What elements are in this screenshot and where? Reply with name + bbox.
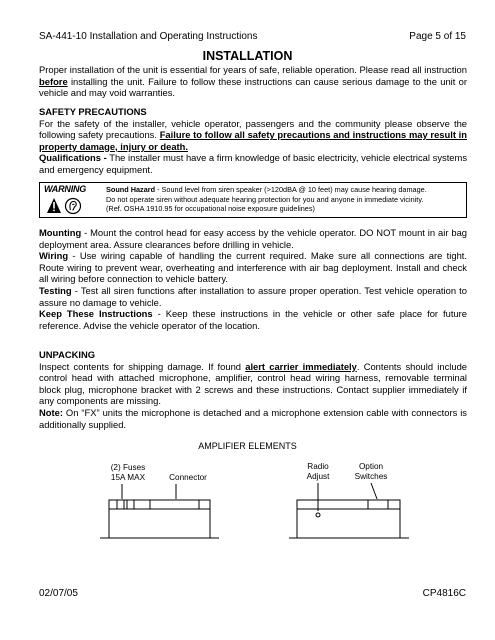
amplifier-left-view xyxy=(100,484,219,538)
radio-adjust-line-2: Adjust xyxy=(306,471,330,481)
intro-text-2: installing the unit. Failure to follow these instructions can cause serious damage to the unit or vehicle and may void warranties. xyxy=(39,75,467,99)
installation-steps xyxy=(39,227,467,331)
warning-text xyxy=(106,185,466,214)
safety-text: For the safety of the installer, vehicle operator, passengers and the community please observe the following safety precautions. xyxy=(39,117,467,141)
intro-text-1: Proper installation of the unit is essential for years of safe, reliable operation. Please read all instruction xyxy=(39,64,467,75)
radio-adjust-line-1: Radio xyxy=(307,462,329,471)
safety-paragraph xyxy=(39,118,467,153)
footer-date: 02/07/05 xyxy=(39,588,78,599)
unpacking-text-1: Inspect contents for shipping damage. If found xyxy=(39,360,246,372)
keep-instructions-label: Keep These Instructions xyxy=(39,308,153,320)
keep-instructions-text: - Keep these instructions in the vehicle or other safe place for future reference. Advise the vehicle operator of the location. xyxy=(39,308,467,331)
unpacking-text-2: . Contents should include control head with attached microphone, amplifier, control head wiring harness, removable terminal block plug, microphone bracket with 2 screws and these instructions. Contact supplier immediately if any components are missing. xyxy=(39,360,467,407)
testing-paragraph xyxy=(39,285,467,308)
header-doc-title: SA-441-10 Installation and Operating Instructions xyxy=(39,31,258,42)
safety-emphasis: Failure to follow all safety precautions and instructions may result in property damage, injury or death. xyxy=(39,129,467,152)
footer-code: CP4816C xyxy=(422,588,466,599)
amplifier-diagram xyxy=(0,450,495,570)
safety-heading: SAFETY PRECAUTIONS xyxy=(39,106,147,117)
diagram-title: AMPLIFIER ELEMENTS xyxy=(198,441,297,451)
safety-section xyxy=(39,106,467,176)
option-leader xyxy=(371,483,377,499)
note-paragraph xyxy=(39,407,467,430)
warning-label: WARNING xyxy=(44,184,87,194)
warning-triangle-icon xyxy=(47,198,61,213)
connector-block xyxy=(150,500,199,509)
unpacking-heading: UNPACKING xyxy=(39,349,96,360)
intro-paragraph xyxy=(39,64,467,99)
connector-label: Connector xyxy=(169,473,207,482)
qualifications-text: The installer must have a firm knowledge of basic electricity, vehicle electrical systems and emergency equipment. xyxy=(39,152,468,175)
unpacking-paragraph xyxy=(39,361,467,407)
option-switches-block xyxy=(368,500,388,509)
radio-adjust-knob xyxy=(316,513,320,517)
warning-line-1 xyxy=(106,185,466,195)
warning-hazard-label: Sound Hazard xyxy=(106,185,156,194)
testing-label: Testing xyxy=(39,284,72,296)
mounting-text: - Mount the control head for easy access by the vehicle operator. DO NOT mount in air bag deployment area. Assure clearances before drilling in vehicle. xyxy=(39,227,467,250)
warning-box xyxy=(39,182,467,218)
intro-before: before xyxy=(39,75,68,87)
fuse-right xyxy=(127,500,134,509)
header-page-number: Page 5 of 15 xyxy=(409,31,466,42)
section-title: INSTALLATION xyxy=(202,49,293,63)
note-text: On “FX” units the microphone is detached and a microphone extension cable with connectors is additionally supplied. xyxy=(39,406,467,430)
wiring-text: - Use wiring capable of handling the current required. Make sure all connections are tight. Route wiring to prevent wear, overheating and interference with air bag deployment. Install and check all wiring before connection to vehicle battery. xyxy=(39,250,467,285)
keep-instructions-paragraph xyxy=(39,308,467,331)
fuses-label-line-1: (2) Fuses xyxy=(110,463,146,472)
qualifications-label: Qualifications - xyxy=(39,152,107,164)
option-switches-line-2: Switches xyxy=(354,471,388,481)
warning-line-2: Do not operate siren without adequate hearing protection for you and anyone in immediate vicinity. xyxy=(106,194,424,204)
testing-text: - Test all siren functions after installation to assure proper operation. Test vehicle operation to assure no damage to vehicle. xyxy=(39,284,467,308)
qualifications-paragraph xyxy=(39,152,467,175)
unpacking-section xyxy=(39,349,467,430)
wiring-paragraph xyxy=(39,250,467,285)
warning-icons xyxy=(46,197,84,215)
mounting-paragraph xyxy=(39,227,467,250)
amplifier-right-view xyxy=(289,483,409,538)
unpacking-alert: alert carrier immediately xyxy=(245,360,357,372)
warning-line-3: (Ref. OSHA 1910.95 for occupational noise exposure guidelines) xyxy=(106,204,315,214)
note-label: Note: xyxy=(39,406,63,418)
fuse-left xyxy=(117,500,124,509)
option-switches-line-1: Option xyxy=(358,462,384,471)
wiring-label: Wiring xyxy=(39,250,69,262)
warning-hazard-text: - Sound level from siren speaker (>120dBA @ 10 feet) may cause hearing damage. xyxy=(155,185,427,194)
ear-protection-icon xyxy=(66,199,81,214)
fuses-label-line-2: 15A MAX xyxy=(110,472,146,482)
mounting-label: Mounting xyxy=(39,227,82,238)
